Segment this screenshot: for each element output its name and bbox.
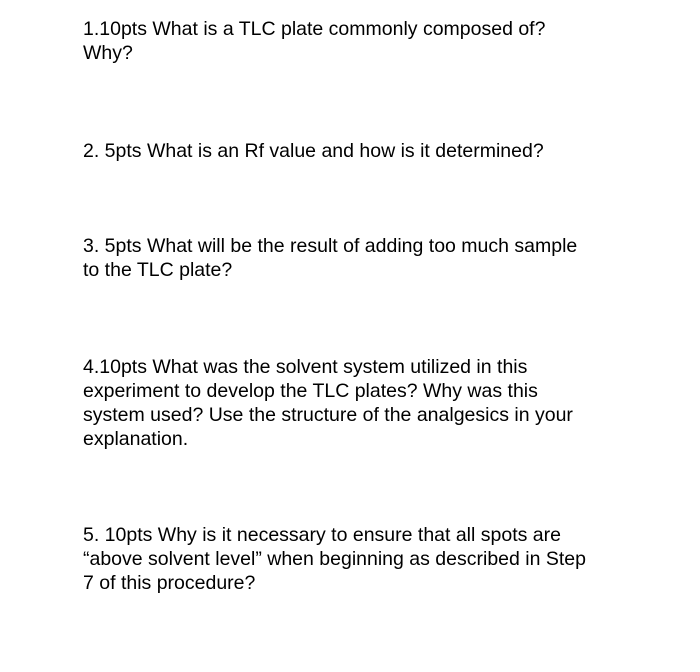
question-4 <box>83 355 643 451</box>
question-5-line-3: 7 of this procedure? <box>83 572 256 594</box>
question-4-line-2: experiment to develop the TLC plates? Why was this <box>83 380 538 402</box>
question-3 <box>83 234 643 282</box>
question-5-line-2: “above solvent level” when beginning as described in Step <box>83 548 586 570</box>
question-5-line-1: 5. 10pts Why is it necessary to ensure that all spots are <box>83 524 561 546</box>
question-2 <box>83 139 643 163</box>
question-3-line-2: to the TLC plate? <box>83 259 233 281</box>
question-1-line-1: 1.10pts What is a TLC plate commonly composed of? <box>83 18 546 40</box>
question-4-line-4: explanation. <box>83 428 189 450</box>
question-2-line-1: 2. 5pts What is an Rf value and how is it determined? <box>83 140 544 162</box>
question-3-line-1: 3. 5pts What will be the result of adding too much sample <box>83 235 578 257</box>
question-5 <box>83 523 643 595</box>
question-1-line-2: Why? <box>83 42 133 64</box>
question-1 <box>83 17 643 65</box>
question-4-line-1: 4.10pts What was the solvent system utilized in this <box>83 356 528 378</box>
question-4-line-3: system used? Use the structure of the analgesics in your <box>83 404 573 426</box>
